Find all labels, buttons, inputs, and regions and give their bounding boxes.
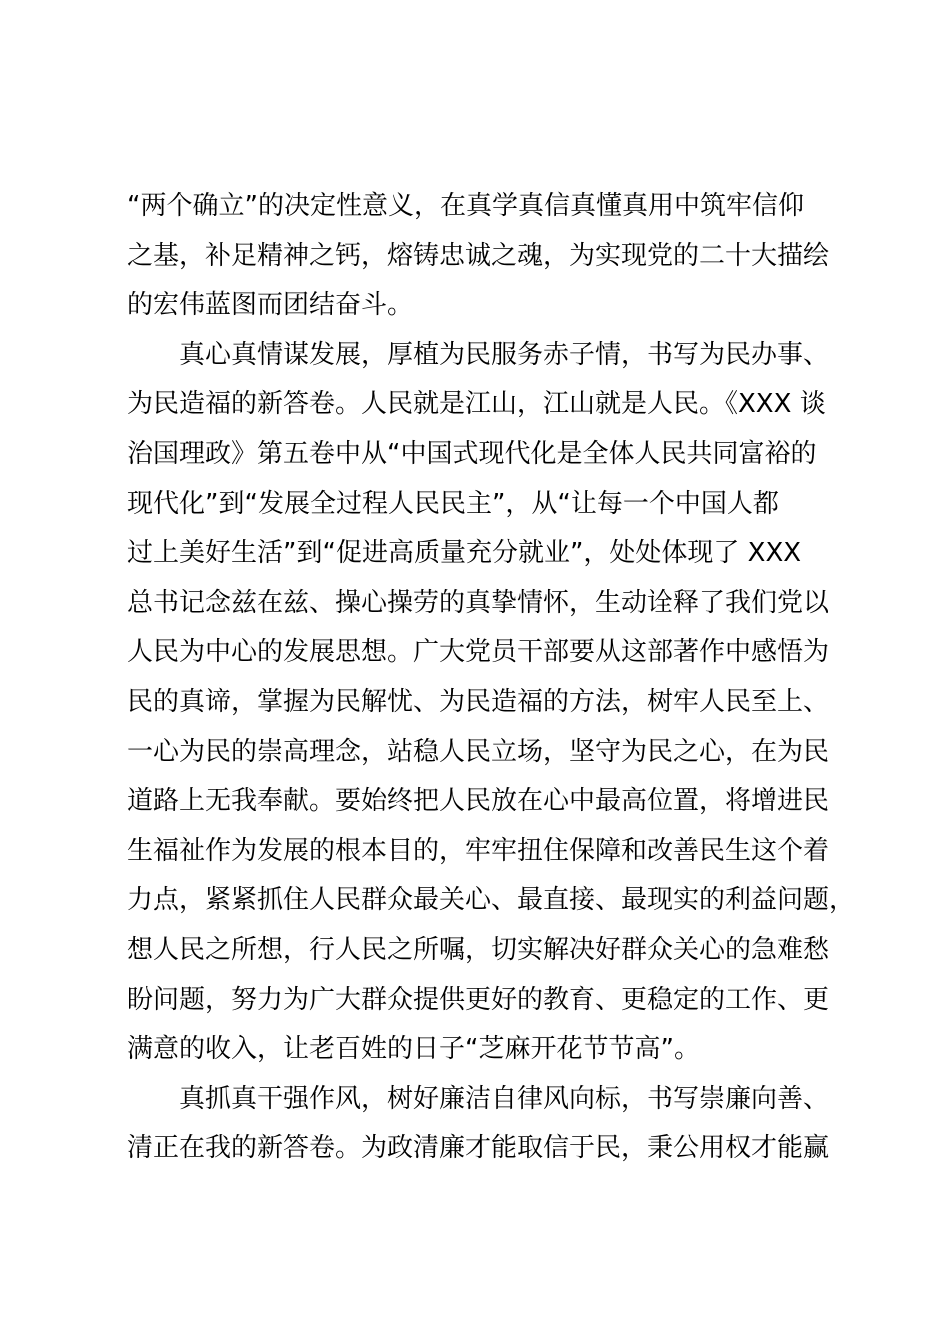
text-line: 民的真谛，掌握为民解忧、为民造福的方法，树牢人民至上、 [127,686,830,717]
text-line: 道路上无我奉献。要始终把人民放在心中最高位置，将增进民 [127,786,830,817]
text-line: 的宏伟蓝图而团结奋斗。 [127,290,414,321]
text-line: 过上美好生活”到“促进高质量充分就业”，处处体现了 XXX [127,538,802,569]
text-line: 力点，紧紧抓住人民群众最关心、最直接、最现实的利益问题， [127,885,856,916]
body-text [127,182,862,1174]
text-line: 为民造福的新答卷。人民就是江山，江山就是人民。《XXX 谈 [127,389,826,420]
text-line: 之基，补足精神之钙，熔铸忠诚之魂，为实现党的二十大描绘 [127,240,830,271]
text-line: 一心为民的崇高理念，站稳人民立场，坚守为民之心，在为民 [127,736,830,767]
text-line: 总书记念兹在兹、操心操劳的真挚情怀，生动诠释了我们党以 [127,587,830,618]
text-line: 清正在我的新答卷。为政清廉才能取信于民，秉公用权才能赢 [127,1133,830,1164]
paragraph-first-line: 真心真情谋发展，厚植为民服务赤子情，书写为民办事、 [179,339,830,370]
text-line: 现代化”到“发展全过程人民民主”，从“让每一个中国人都 [127,488,779,519]
text-line: 想人民之所想，行人民之所嘱，切实解决好群众关心的急难愁 [127,934,830,965]
text-line: 生福祉作为发展的根本目的，牢牢扭住保障和改善民生这个着 [127,835,830,866]
text-line: “两个确立”的决定性意义，在真学真信真懂真用中筑牢信仰 [127,191,804,221]
text-line: 满意的收入，让老百姓的日子“芝麻开花节节高”。 [127,1034,700,1065]
text-line: 盼问题，努力为广大群众提供更好的教育、更稳定的工作、更 [127,984,830,1015]
text-line: 治国理政》第五卷中从“中国式现代化是全体人民共同富裕的 [127,438,817,469]
text-line: 人民为中心的发展思想。广大党员干部要从这部著作中感悟为 [127,637,830,668]
paragraph-first-line: 真抓真干强作风，树好廉洁自律风向标，书写崇廉向善、 [179,1083,830,1114]
